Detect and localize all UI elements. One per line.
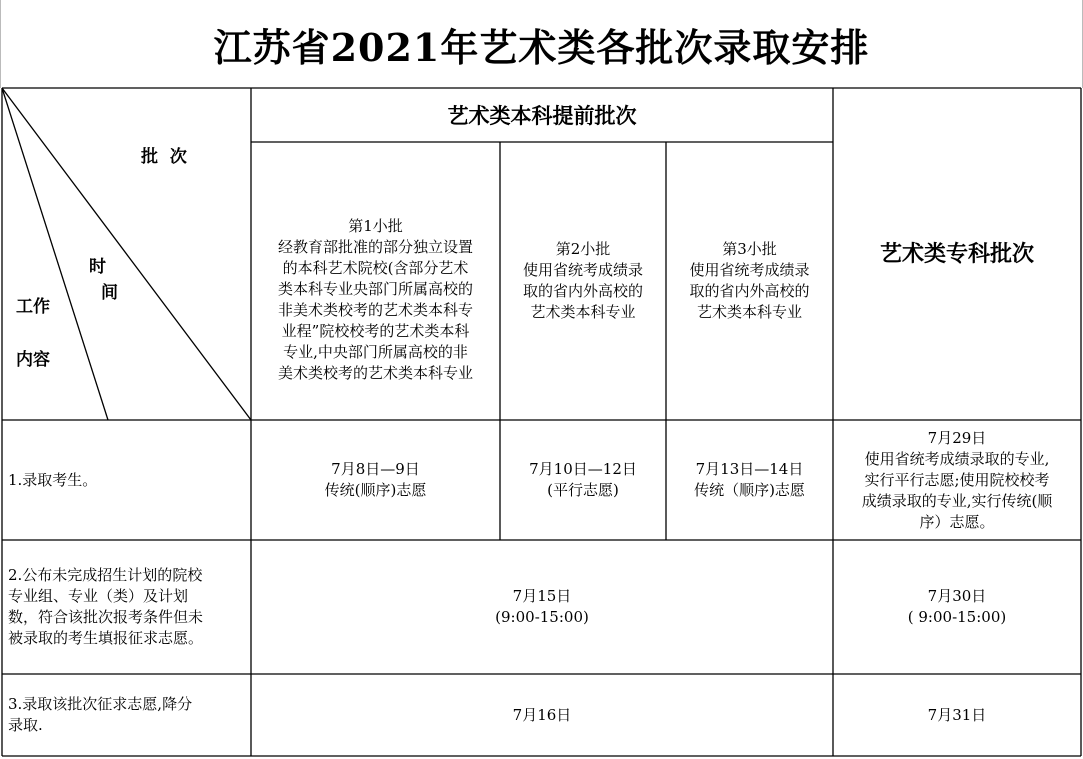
row1-sub1-time: 7月8日—9日 传统(顺序)志愿: [324, 460, 427, 499]
row2-work: 2.公布未完成招生计划的院校 专业组、专业（类）及计划 数，符合该批次报考条件但未 被录取的考生填报征求志愿。: [8, 566, 204, 647]
corner-work-label-1: 工作: [16, 297, 50, 317]
corner-work-label-2: 内容: [16, 350, 50, 370]
corner-time-label-2: 间: [101, 283, 118, 303]
header-specialty-batch: 艺术类专科批次: [879, 240, 1034, 267]
page-title: 江苏省2021年艺术类各批次录取安排: [0, 0, 1083, 88]
corner-time-label-1: 时: [89, 257, 106, 277]
row1-sub2-time: 7月10日—12日 (平行志愿): [529, 460, 637, 499]
header-sub-batch-3: 第3小批 使用省统考成绩录 取的省内外高校的 艺术类本科专业: [689, 240, 810, 321]
row3-work: 3.录取该批次征求志愿,降分 录取.: [8, 695, 193, 734]
row3-early-time: 7月16日: [512, 705, 572, 724]
corner-batch-label: 批 次: [141, 147, 187, 167]
header-sub-batch-1: 第1小批 经教育部批准的部分独立设置 的本科艺术院校(含部分艺术 类本科专业央部门所属高校的 非美术类校考的艺术类本科专 业程”院校校考的艺术类本科 专业,中央部门所属高校的非 美术类校考的艺术类本科专业: [277, 217, 473, 382]
header-early-batch: 艺术类本科提前批次: [447, 102, 637, 128]
row2-early-time: 7月15日 (9:00-15:00): [495, 587, 589, 626]
row1-specialty-time: 7月29日 使用省统考成绩录取的专业, 实行平行志愿;使用院校校考 成绩录取的专业,实行传统(顺 序）志愿。: [861, 428, 1053, 531]
row2-specialty-time: 7月30日 ( 9:00-15:00): [907, 587, 1007, 626]
header-sub-batch-2: 第2小批 使用省统考成绩录 取的省内外高校的 艺术类本科专业: [522, 240, 643, 321]
row1-work: 1.录取考生。: [8, 470, 98, 489]
row3-specialty-time: 7月31日: [927, 705, 987, 724]
row1-sub3-time: 7月13日—14日 传统（顺序)志愿: [694, 460, 805, 499]
